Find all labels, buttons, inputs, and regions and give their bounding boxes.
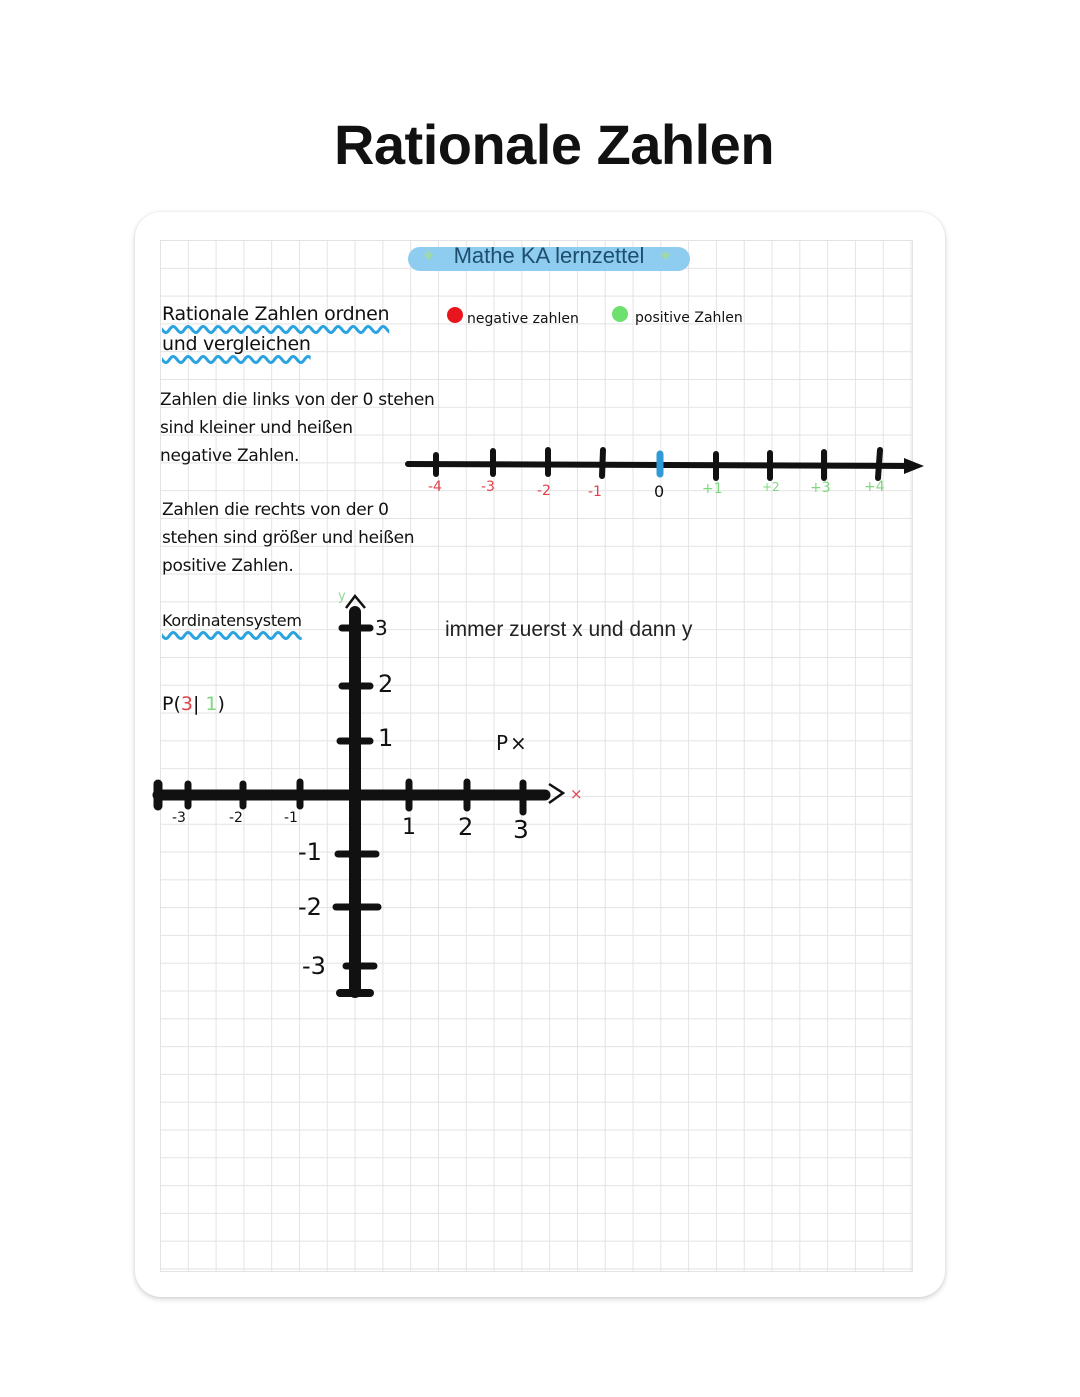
x-tick-label: 2 — [458, 813, 474, 841]
x-axis-label: × — [570, 785, 583, 803]
y-tick-label: 3 — [375, 616, 388, 640]
x-tick-label: -1 — [284, 810, 298, 826]
point-y-value: 1 — [205, 693, 218, 715]
sparkle-icon: ✦ — [421, 246, 437, 266]
tick-label: -2 — [537, 483, 551, 499]
tick-label: -1 — [588, 484, 602, 500]
section-heading-vergleichen: und vergleichen — [162, 333, 311, 355]
y-tick-label: 2 — [378, 670, 394, 698]
legend-label-positive: positive Zahlen — [635, 310, 743, 326]
text-line: Zahlen die links von der 0 stehen — [160, 390, 435, 410]
tick-label: +3 — [810, 480, 831, 496]
y-tick-label: -3 — [302, 952, 326, 980]
tick-label: +1 — [702, 481, 723, 497]
y-tick-label: -1 — [298, 838, 322, 866]
y-axis-label: y — [338, 589, 346, 604]
x-tick-label: 3 — [513, 815, 529, 844]
hint-text: immer zuerst x und dann y — [445, 618, 693, 641]
section-heading-koordinatensystem: Kordinatensystem — [162, 611, 302, 630]
legend-label-negative: negative zahlen — [467, 311, 579, 327]
banner-title: Mathe KA lernzettel — [453, 243, 645, 268]
point-separator: | — [192, 693, 200, 715]
x-tick-label: -3 — [172, 810, 186, 826]
page-title: Rationale Zahlen — [333, 113, 775, 176]
tick-label: +4 — [864, 479, 885, 495]
text-line: sind kleiner und heißen — [160, 418, 353, 438]
text-line: stehen sind größer und heißen — [162, 528, 415, 548]
x-tick-label: 1 — [402, 815, 416, 840]
sparkle-icon: ✦ — [658, 246, 674, 266]
point-marker: P× — [496, 731, 529, 755]
point-suffix: ) — [217, 693, 225, 715]
y-tick-label: 1 — [378, 724, 394, 752]
tick-label: -3 — [481, 479, 495, 495]
y-tick-label: -2 — [298, 893, 322, 921]
tick-label: 0 — [654, 482, 665, 501]
text-line: positive Zahlen. — [162, 556, 294, 576]
point-prefix: P( — [162, 693, 181, 715]
x-tick-label: -2 — [229, 810, 243, 826]
text-line: negative Zahlen. — [160, 446, 300, 466]
point-x-value: 3 — [180, 693, 193, 715]
section-heading-ordnen: Rationale Zahlen ordnen — [162, 303, 390, 325]
tick-label: +2 — [762, 480, 780, 494]
tick-label: -4 — [428, 479, 442, 495]
text-line: Zahlen die rechts von der 0 — [162, 500, 389, 520]
